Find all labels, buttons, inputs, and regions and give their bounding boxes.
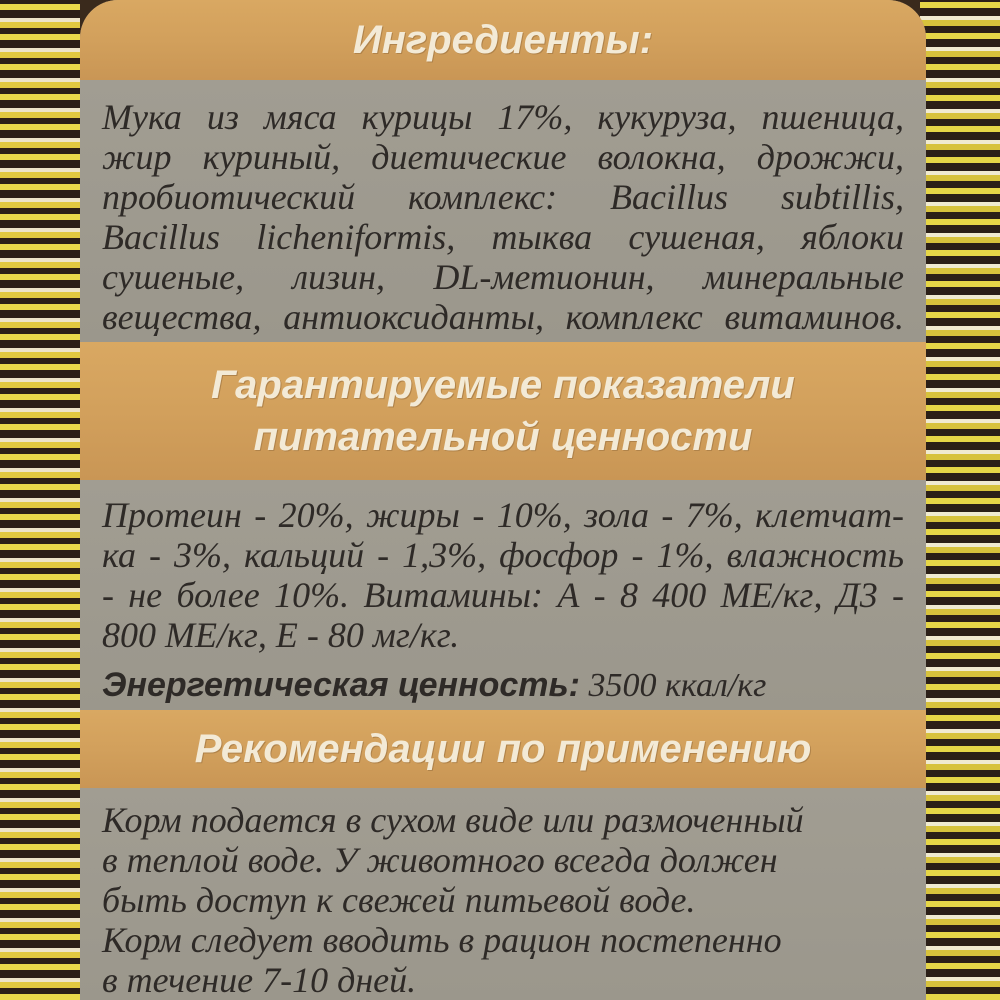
ingredients-line: пробиотический комплекс: Bacillus subtillis, [102,177,904,217]
energy-row [102,665,904,706]
nutrition-title-line1: Гарантируемые показатели [211,363,795,407]
nutrition-line: 800 МЕ/кг, Е - 80 мг/кг. [102,615,460,655]
usage-header [80,710,926,788]
nutrition-line: Протеин - 20%, жиры - 10%, зола - 7%, клетчат- [102,495,904,535]
ingredients-line: сушеные, лизин, DL-метионин, минеральные [102,257,904,297]
ingredients-line: Bacillus licheniformis, тыква сушеная, яблоки [102,217,904,257]
usage-line: Корм следует вводить в рацион постепенно [102,920,782,960]
ingredients-header [80,0,926,80]
nutrition-panel [80,480,926,710]
package-edge-right [920,0,1000,1000]
usage-line: в теплой воде. У животного всегда должен [102,840,778,880]
nutrition-title-line2: питательной ценности [253,415,753,459]
nutrition-line: - не более 10%. Витамины: А - 8 400 МЕ/кг, Д3 - [102,575,904,615]
usage-line: Корм подается в сухом виде или размоченный [102,800,804,840]
energy-value: 3500 ккал/кг [588,667,767,704]
label-card [80,0,926,1000]
ingredients-panel [80,80,926,342]
ingredients-line: вещества, антиоксиданты, комплекс витаминов. [102,297,904,337]
ingredients-line: Мука из мяса курицы 17%, кукуруза, пшеница, [102,97,904,137]
nutrition-line: ка - 3%, кальций - 1,3%, фосфор - 1%, влажность [102,535,904,575]
package-edge-left [0,0,80,1000]
usage-line: в течение 7-10 дней. [102,960,417,1000]
nutrition-header [80,342,926,480]
energy-label: Энергетическая ценность: [102,666,581,704]
usage-panel [80,788,926,1000]
ingredients-title: Ингредиенты: [352,18,654,62]
usage-title: Рекомендации по применению [194,727,812,771]
usage-line: быть доступ к свежей питьевой воде. [102,880,696,920]
ingredients-line: жир куриный, диетические волокна, дрожжи, [102,137,904,177]
